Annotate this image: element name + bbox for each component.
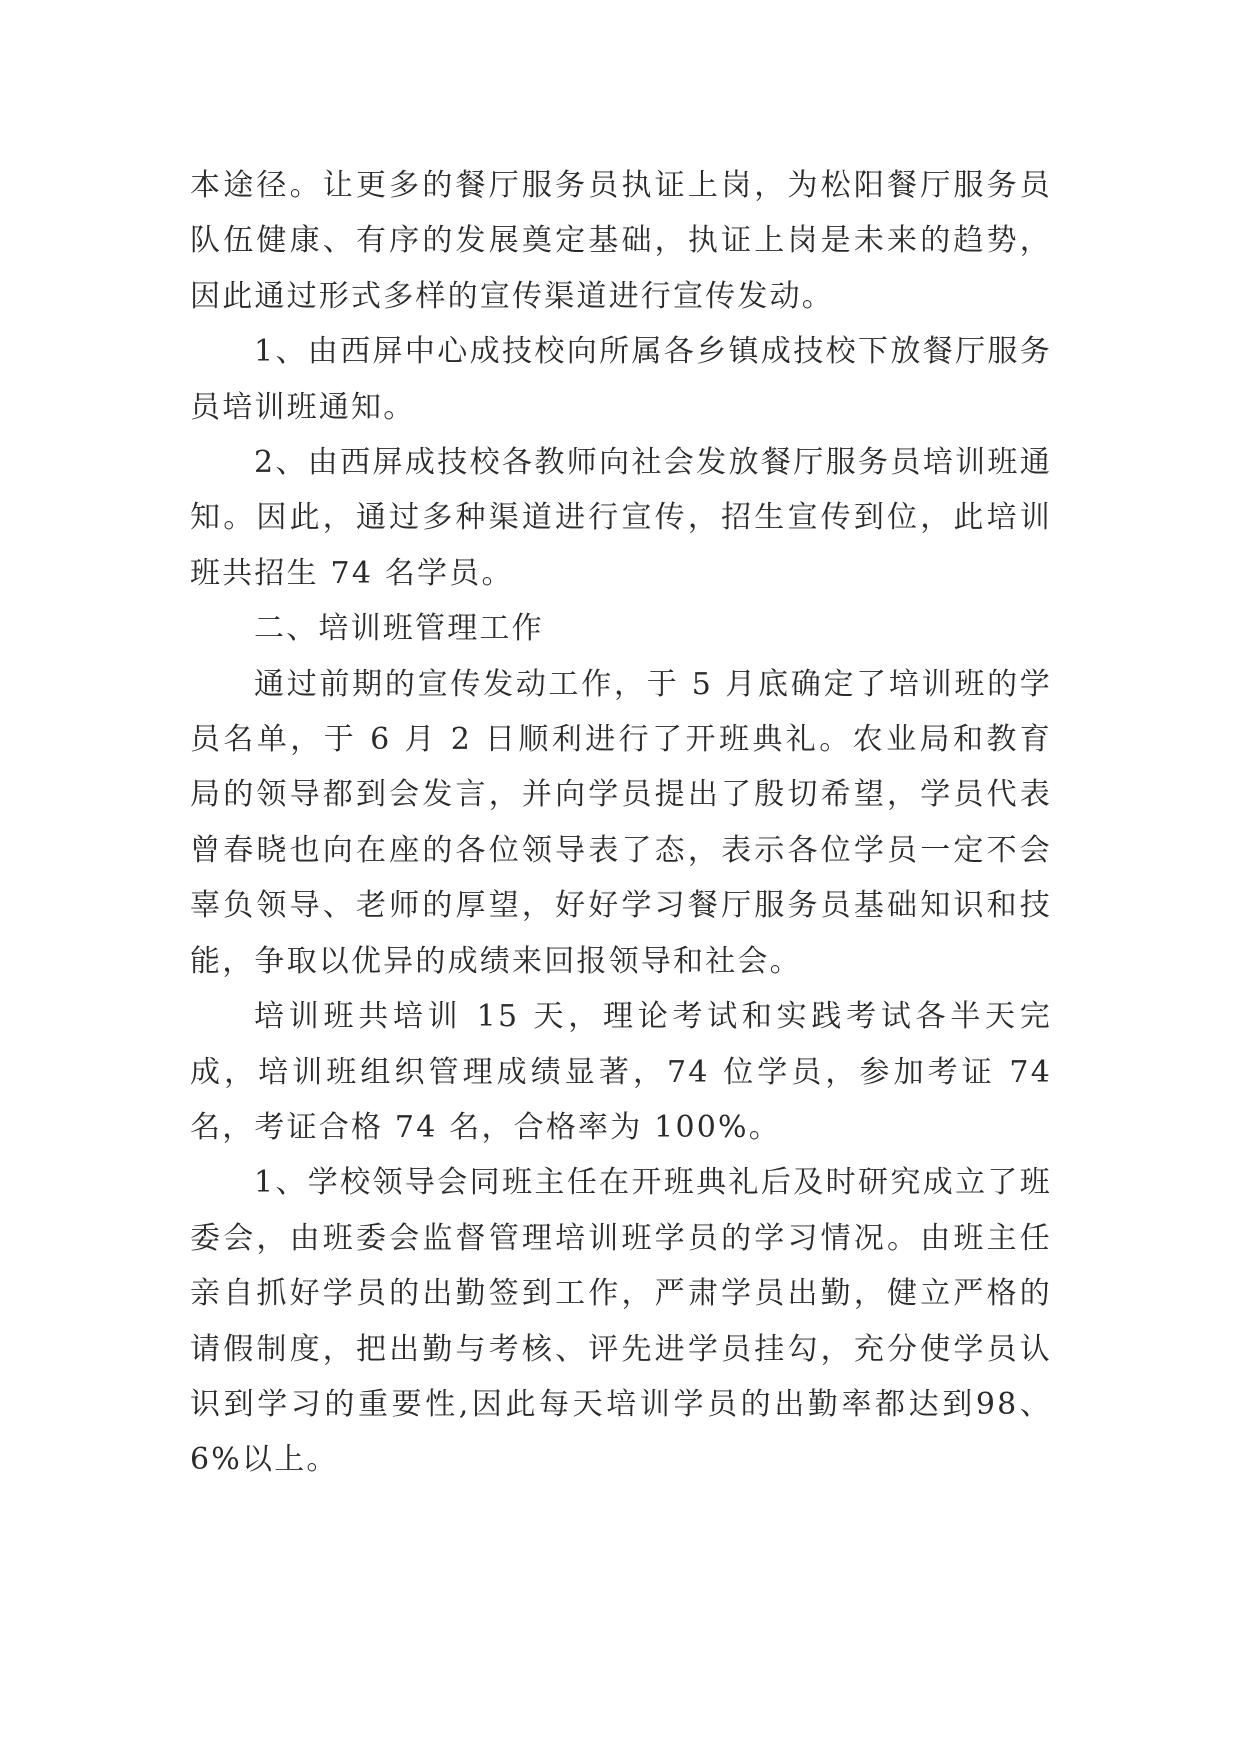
section-heading-management: 二、培训班管理工作 — [254, 611, 544, 647]
paragraph-item-1: 1、由西屏中心成技校向所属各乡镇成技校下放餐厅服务员培训班通知。 — [190, 334, 1052, 425]
paragraph-intro: 本途径。让更多的餐厅服务员执证上岗，为松阳餐厅服务员队伍健康、有序的发展奠定基础，执证上岗是未来的趋势，因此通过形式多样的宣传渠道进行宣传发动。 — [190, 168, 1052, 314]
paragraph-item-2: 2、由西屏成技校各教师向社会发放餐厅服务员培训班通知。因此，通过多种渠道进行宣传，招生宣传到位，此培训班共招生 74 名学员。 — [190, 445, 1052, 591]
paragraph-training-results: 培训班共培训 15 天，理论考试和实践考试各半天完成，培训班组织管理成绩显著，74 位学员，参加考证 74 名，考证合格 74 名，合格率为 100%。 — [190, 999, 1052, 1145]
paragraph-class-committee: 1、学校领导会同班主任在开班典礼后及时研究成立了班委会，由班委会监督管理培训班学员的学习情况。由班主任亲自抓好学员的出勤签到工作，严肃学员出勤，健立严格的请假制度，把出勤与考核、评先进学员挂勾，充分使学员认识到学习的重要性,因此每天培训学员的出勤率都达到98、6%以上。 — [190, 1165, 1052, 1478]
document-body — [190, 158, 1052, 1488]
paragraph-opening-ceremony: 通过前期的宣传发动工作，于 5 月底确定了培训班的学员名单，于 6 月 2 日顺利进行了开班典礼。农业局和教育局的领导都到会发言，并向学员提出了殷切希望，学员代表曾春晓也向在座的各位领导表了态，表示各位学员一定不会辜负领导、老师的厚望，好好学习餐厅服务员基础知识和技能，争取以优异的成绩来回报领导和社会。 — [190, 666, 1052, 979]
